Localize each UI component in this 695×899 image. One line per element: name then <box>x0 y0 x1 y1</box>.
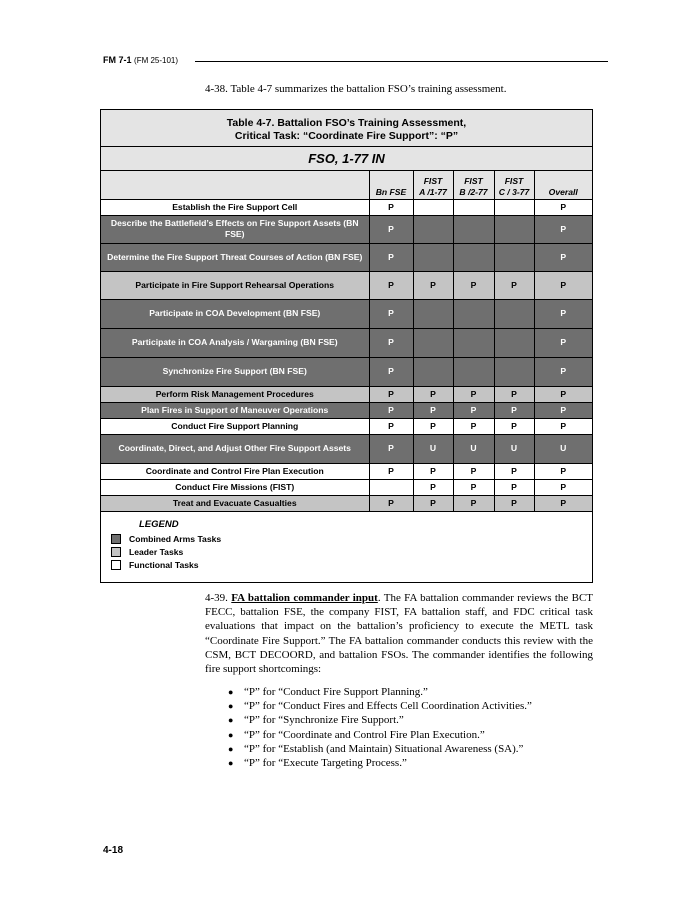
rating-cell <box>413 328 453 357</box>
rating-cell: P <box>494 386 534 402</box>
rating-cell: P <box>534 357 592 386</box>
table-row <box>101 434 592 463</box>
rating-cell: P <box>534 479 592 495</box>
table-row <box>101 357 592 386</box>
task-name-cell: Describe the Battlefield’s Effects on Fire Support Assets (BN FSE) <box>101 215 369 243</box>
rating-cell <box>453 299 494 328</box>
bullet-icon: ● <box>228 701 234 712</box>
rating-cell <box>369 479 413 495</box>
table-row <box>101 402 592 418</box>
table-row <box>101 243 592 271</box>
rating-cell: P <box>494 418 534 434</box>
table-row <box>101 495 592 511</box>
table-title-line2: Critical Task: “Coordinate Fire Support”: “P” <box>234 130 459 142</box>
rating-cell <box>453 328 494 357</box>
task-name-cell: Plan Fires in Support of Maneuver Operations <box>101 402 369 418</box>
bullet-icon: ● <box>228 687 234 697</box>
task-name-cell: Treat and Evacuate Casualties <box>101 495 369 511</box>
paragraph-number: 4-39. <box>205 592 228 604</box>
rating-cell: P <box>369 357 413 386</box>
rating-cell <box>453 357 494 386</box>
column-header-line1: FIST <box>464 175 483 186</box>
task-name-cell: Participate in COA Development (BN FSE) <box>101 299 369 328</box>
table-title <box>101 110 592 147</box>
rating-cell: P <box>453 402 494 418</box>
rating-cell: P <box>534 402 592 418</box>
table-title-line1: Table 4-7. Battalion FSO’s Training Assessment, <box>226 117 467 129</box>
bullet-icon: ● <box>228 743 234 754</box>
table-unit-heading: FSO, 1-77 IN <box>101 147 592 171</box>
list-item <box>228 685 608 699</box>
table-row <box>101 386 592 402</box>
manual-subcode: (FM 25-101) <box>134 56 179 65</box>
legend-title: LEGEND <box>139 518 179 530</box>
legend-item <box>111 546 592 559</box>
running-header <box>103 55 608 69</box>
legend-item <box>111 559 592 572</box>
rating-cell <box>453 199 494 215</box>
legend-item <box>111 533 592 546</box>
rating-cell <box>413 215 453 243</box>
legend-swatch-functional <box>111 560 121 570</box>
rating-cell: U <box>453 434 494 463</box>
rating-cell: P <box>534 463 592 479</box>
rating-cell: P <box>369 215 413 243</box>
rating-cell <box>413 199 453 215</box>
rating-cell: P <box>413 463 453 479</box>
column-header-line1: FIST <box>423 175 443 186</box>
rating-cell: P <box>413 271 453 299</box>
column-header-line2: A /1-77 <box>419 186 447 197</box>
rating-cell: P <box>453 463 494 479</box>
column-header <box>534 171 592 199</box>
rating-cell <box>494 199 534 215</box>
rating-cell <box>494 299 534 328</box>
rating-cell: P <box>494 495 534 511</box>
header-rule <box>195 61 608 62</box>
intro-paragraph: 4-38. Table 4-7 summarizes the battalion FSO’s training assessment. <box>205 83 507 95</box>
list-item <box>228 742 608 756</box>
rating-cell <box>494 215 534 243</box>
rating-cell <box>413 299 453 328</box>
column-header <box>494 171 534 199</box>
rating-cell: P <box>413 479 453 495</box>
list-item-text: “P” for “Coordinate and Control Fire Plan Execution.” <box>244 728 485 741</box>
column-header-row <box>101 171 592 199</box>
rating-cell: P <box>369 271 413 299</box>
manual-code: FM 7-1 <box>103 55 132 65</box>
rating-cell: P <box>453 418 494 434</box>
task-name-cell: Perform Risk Management Procedures <box>101 386 369 402</box>
rating-cell <box>453 215 494 243</box>
bullet-icon: ● <box>228 757 234 768</box>
column-header-line2: B /2-77 <box>459 186 488 197</box>
shortcomings-list <box>228 685 608 770</box>
column-header-line1 <box>537 176 591 187</box>
rating-cell: P <box>453 479 494 495</box>
column-header <box>453 171 494 199</box>
rating-cell: P <box>413 386 453 402</box>
rating-cell <box>453 243 494 271</box>
paragraph-lead: FA battalion commander input <box>231 592 378 604</box>
legend <box>101 512 592 572</box>
bullet-icon: ● <box>228 729 234 740</box>
list-item-text: “P” for “Conduct Fire Support Planning.” <box>244 686 428 698</box>
rating-cell: P <box>369 386 413 402</box>
rating-cell: P <box>369 463 413 479</box>
task-name-cell: Participate in Fire Support Rehearsal Operations <box>101 271 369 299</box>
rating-cell: U <box>494 434 534 463</box>
column-header <box>413 171 453 199</box>
task-name-cell: Conduct Fire Missions (FIST) <box>101 479 369 495</box>
rating-cell: P <box>413 418 453 434</box>
task-name-cell: Synchronize Fire Support (BN FSE) <box>101 357 369 386</box>
column-header-line2: Bn FSE <box>375 186 407 197</box>
rating-cell: P <box>494 463 534 479</box>
table-row <box>101 328 592 357</box>
rating-cell: P <box>494 271 534 299</box>
rating-cell: P <box>453 386 494 402</box>
list-item-text: “P” for “Execute Targeting Process.” <box>244 756 407 769</box>
column-header <box>369 171 413 199</box>
task-name-cell: Participate in COA Analysis / Wargaming (BN FSE) <box>101 328 369 357</box>
column-header-line2: C / 3-77 <box>498 186 530 197</box>
rating-cell <box>494 357 534 386</box>
rating-cell: P <box>534 271 592 299</box>
page-number: 4-18 <box>103 845 124 856</box>
list-item-text: “P” for “Synchronize Fire Support.” <box>244 714 404 727</box>
table-row <box>101 271 592 299</box>
rating-cell: P <box>413 495 453 511</box>
legend-swatch-combined-arms <box>111 534 121 544</box>
rating-cell: P <box>534 215 592 243</box>
paragraph-text: . The FA battalion commander reviews the BCT FECC, battalion FSE, the company FIST, FA battalion staff, and FDC critical task evaluations that impact on the battalion’s proficiency to execute the METL task “Coordinate Fire Support.” The FA battalion commander conducts this review with the CSM, BCT DECOORD, and battalion FSOs. The commander identifies the following fire support shortcomings: <box>205 592 594 676</box>
rating-cell: P <box>369 199 413 215</box>
rating-cell <box>494 328 534 357</box>
rating-cell: P <box>369 328 413 357</box>
rating-cell: P <box>453 271 494 299</box>
bullet-icon: ● <box>228 715 234 726</box>
rating-cell: P <box>534 243 592 271</box>
rating-cell: P <box>534 495 592 511</box>
list-item <box>228 699 608 713</box>
table-row <box>101 418 592 434</box>
task-name-cell: Conduct Fire Support Planning <box>101 418 369 434</box>
rating-cell: P <box>369 243 413 271</box>
list-item <box>228 728 608 742</box>
legend-label: Combined Arms Tasks <box>129 534 222 544</box>
list-item <box>228 756 608 770</box>
list-item <box>228 713 608 727</box>
body-paragraph <box>205 591 593 676</box>
list-item-text: “P” for “Establish (and Maintain) Situational Awareness (SA).” <box>244 742 524 755</box>
rating-cell: P <box>534 328 592 357</box>
column-header-line1 <box>372 176 411 187</box>
rating-cell: P <box>369 418 413 434</box>
legend-swatch-leader <box>111 547 121 557</box>
assessment-table <box>100 109 593 583</box>
assessment-grid <box>101 171 592 512</box>
rating-cell <box>413 243 453 271</box>
task-name-cell: Establish the Fire Support Cell <box>101 199 369 215</box>
rating-cell: P <box>369 299 413 328</box>
column-header-line1: FIST <box>504 175 524 186</box>
rating-cell <box>413 357 453 386</box>
rating-cell: P <box>534 299 592 328</box>
rating-cell: P <box>494 402 534 418</box>
rating-cell: P <box>534 386 592 402</box>
task-name-cell: Coordinate, Direct, and Adjust Other Fire Support Assets <box>101 434 369 463</box>
rating-cell <box>494 243 534 271</box>
rating-cell: U <box>534 434 592 463</box>
table-row <box>101 299 592 328</box>
rating-cell: P <box>369 434 413 463</box>
column-header-blank <box>101 171 369 199</box>
rating-cell: P <box>494 479 534 495</box>
task-name-cell: Determine the Fire Support Threat Courses of Action (BN FSE) <box>101 243 369 271</box>
table-row <box>101 479 592 495</box>
legend-label: Functional Tasks <box>129 560 199 570</box>
task-name-cell: Coordinate and Control Fire Plan Execution <box>101 463 369 479</box>
rating-cell: P <box>369 495 413 511</box>
rating-cell: P <box>534 199 592 215</box>
table-row <box>101 215 592 243</box>
table-row <box>101 199 592 215</box>
rating-cell: P <box>534 418 592 434</box>
rating-cell: U <box>413 434 453 463</box>
legend-label: Leader Tasks <box>129 547 184 557</box>
list-item-text: “P” for “Conduct Fires and Effects Cell Coordination Activities.” <box>244 700 532 713</box>
rating-cell: P <box>453 495 494 511</box>
table-row <box>101 463 592 479</box>
rating-cell: P <box>413 402 453 418</box>
rating-cell: P <box>369 402 413 418</box>
column-header-line2: Overall <box>548 186 578 197</box>
